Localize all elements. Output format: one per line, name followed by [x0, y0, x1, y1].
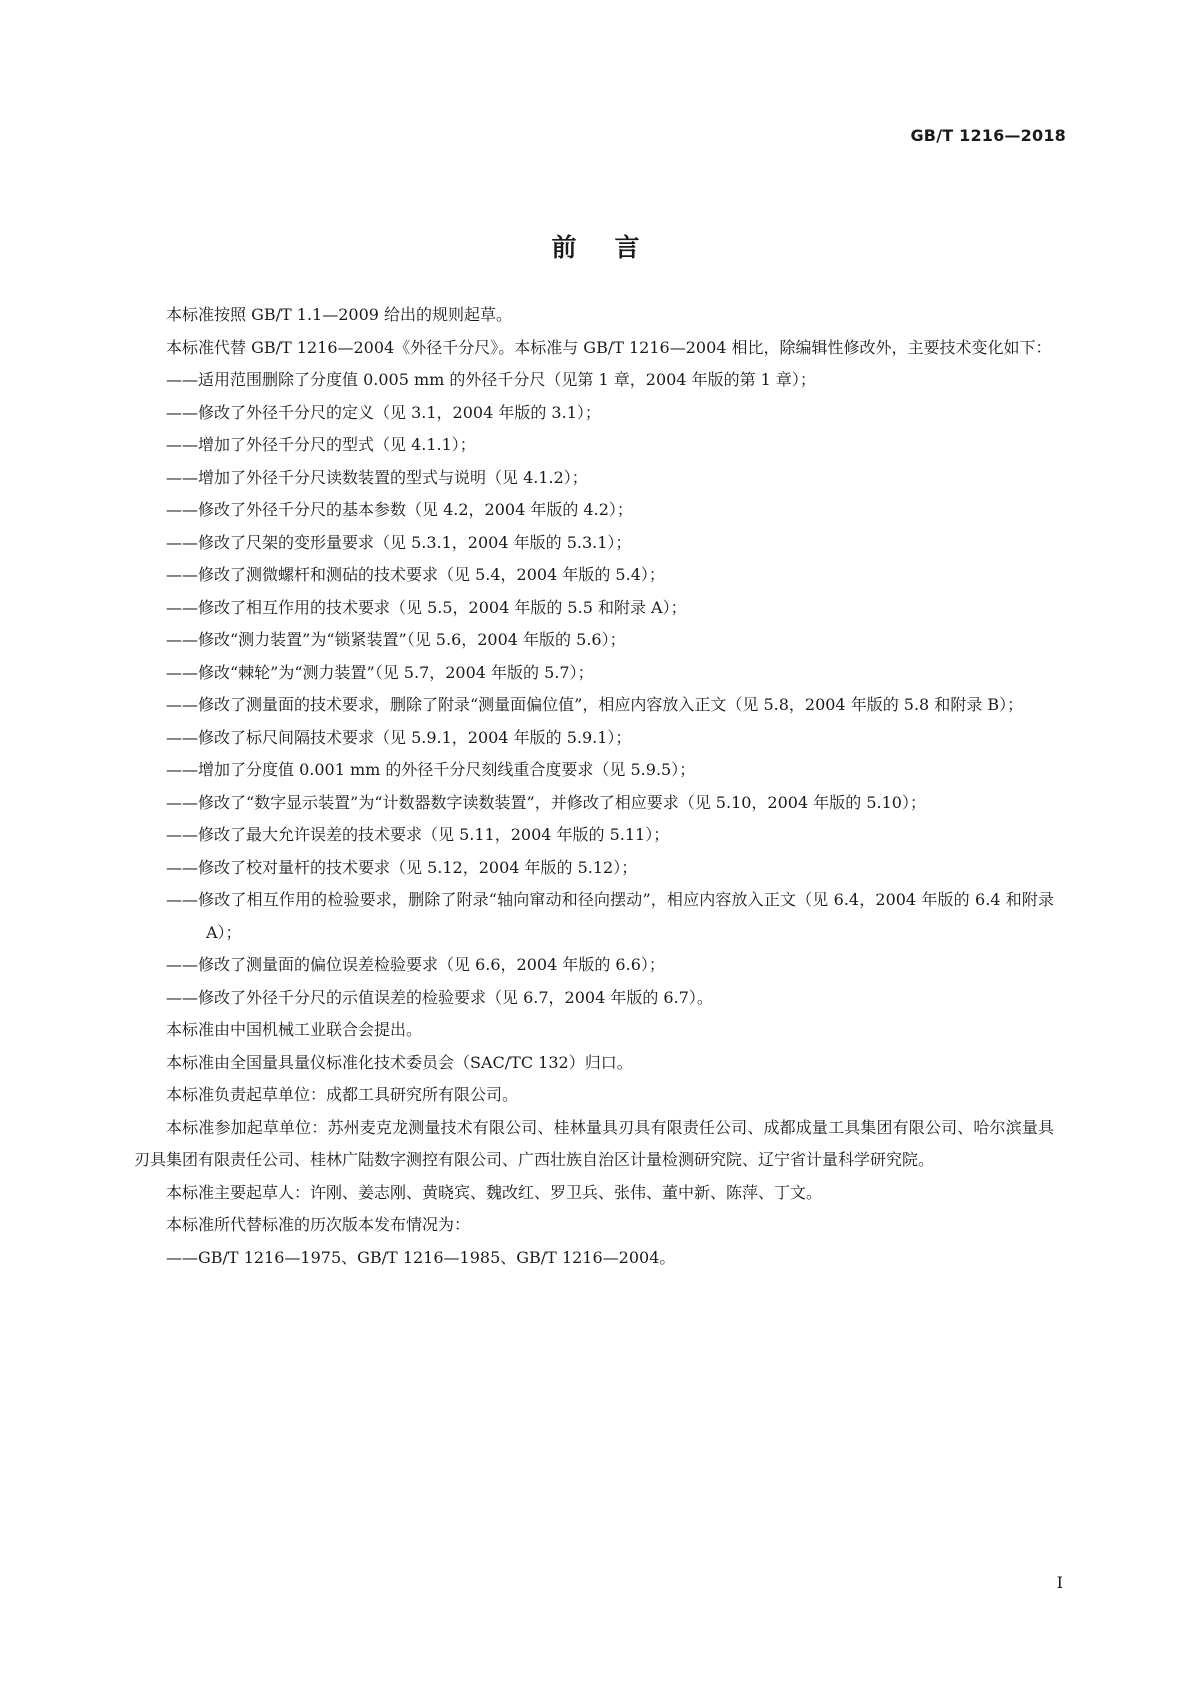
list-item: ——适用范围删除了分度值 0.005 mm 的外径千分尺（见第 1 章，2004 年版的第 1 章）； — [166, 370, 816, 389]
page-number: I — [1056, 1573, 1063, 1592]
list-item: ——修改了外径千分尺的示值误差的检验要求（见 6.7，2004 年版的 6.7）。 — [166, 987, 713, 1007]
history-list-item: ——GB/T 1216—1975、GB/T 1216—1985、GB/T 1216—2004。 — [166, 1247, 676, 1267]
drafters-paragraph: 本标准主要起草人：许刚、姜志刚、黄晓宾、魏改红、罗卫兵、张伟、董中新、陈萍、丁文。 — [166, 1182, 823, 1202]
intro-paragraph-2: 本标准代替 GB/T 1216—2004《外径千分尺》。本标准与 GB/T 1216—2004 相比，除编辑性修改外，主要技术变化如下： — [166, 337, 1052, 357]
history-intro-paragraph: 本标准所代替标准的历次版本发布情况为： — [166, 1215, 471, 1234]
list-item: ——修改了测量面的技术要求，删除了附录“测量面偏位值”，相应内容放入正文（见 5.8，2004 年版的 5.8 和附录 B）； — [166, 695, 1024, 714]
list-item: ——修改了测量面的偏位误差检验要求（见 6.6，2004 年版的 6.6）； — [166, 955, 665, 974]
list-item: ——修改了标尺间隔技术要求（见 5.9.1，2004 年版的 5.9.1）； — [166, 727, 632, 747]
list-item: ——修改“棘轮”为“测力装置”（见 5.7，2004 年版的 5.7）； — [166, 662, 594, 682]
list-item: ——增加了分度值 0.001 mm 的外径千分尺刻线重合度要求（见 5.9.5）； — [166, 760, 696, 779]
list-item: ——修改了“数字显示装置”为“计数器数字读数装置”，并修改了相应要求（见 5.10，2004 年版的 5.10）； — [166, 792, 926, 812]
list-item: ——增加了外径千分尺的型式（见 4.1.1）； — [166, 435, 476, 454]
list-item: ——修改了相互作用的技术要求（见 5.5，2004 年版的 5.5 和附录 A）； — [166, 597, 687, 617]
proposed-by-paragraph: 本标准由中国机械工业联合会提出。 — [166, 1020, 423, 1039]
intro-paragraph-1: 本标准按照 GB/T 1.1—2009 给出的规则起草。 — [166, 305, 513, 324]
managed-by-paragraph: 本标准由全国量具量仪标准化技术委员会（SAC/TC 132）归口。 — [166, 1052, 633, 1072]
list-item: ——修改了外径千分尺的定义（见 3.1，2004 年版的 3.1）； — [166, 402, 601, 422]
lead-drafter-paragraph: 本标准负责起草单位：成都工具研究所有限公司。 — [166, 1085, 519, 1104]
list-item: ——修改了校对量杆的技术要求（见 5.12，2004 年版的 5.12）； — [166, 857, 638, 877]
standard-code: GB/T 1216—2018 — [910, 126, 1066, 145]
list-item: ——修改了测微螺杆和测砧的技术要求（见 5.4，2004 年版的 5.4）； — [166, 565, 665, 584]
foreword-body — [134, 299, 1054, 1274]
list-item: ——修改了最大允许误差的技术要求（见 5.11，2004 年版的 5.11）； — [166, 825, 670, 844]
list-item: ——增加了外径千分尺读数装置的型式与说明（见 4.1.2）； — [166, 467, 588, 487]
list-item: ——修改了尺架的变形量要求（见 5.3.1，2004 年版的 5.3.1）； — [166, 532, 632, 552]
list-item: ——修改了相互作用的检验要求，删除了附录“轴向窜动和径向摆动”，相应内容放入正文（见 6.4，2004 年版的 6.4 和附录 A）； — [166, 890, 1054, 942]
list-item: ——修改“测力装置”为“锁紧装置”（见 5.6，2004 年版的 5.6）； — [166, 630, 626, 649]
page-title: 前言 — [551, 233, 678, 262]
participants-paragraph: 本标准参加起草单位：苏州麦克龙测量技术有限公司、桂林量具刃具有限责任公司、成都成量工具集团有限公司、哈尔滨量具刃具集团有限责任公司、桂林广陆数字测控有限公司、广西壮族自治区计量检测研究院、辽宁省计量科学研究院。 — [134, 1117, 1054, 1169]
changes-list — [134, 364, 1054, 1014]
list-item: ——修改了外径千分尺的基本参数（见 4.2，2004 年版的 4.2）； — [166, 500, 633, 519]
